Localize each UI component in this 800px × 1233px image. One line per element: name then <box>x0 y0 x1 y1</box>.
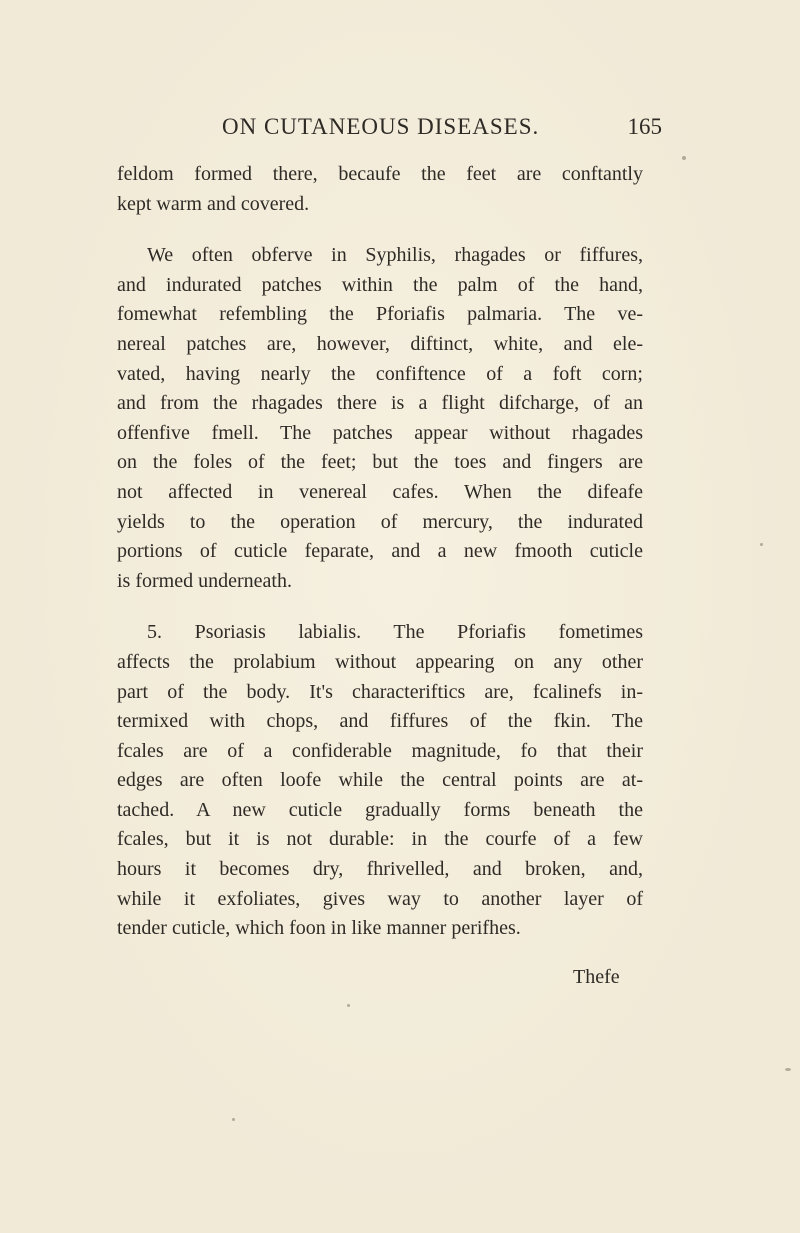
text-line: 5. Psoriasis labialis. The Pforiafis fometimes <box>147 621 643 644</box>
text-line: nereal patches are, however, diftinct, white, and ele- <box>117 332 643 355</box>
paper-speck <box>232 1118 235 1121</box>
text-line: feldom formed there, becaufe the feet are conftantly <box>117 163 643 185</box>
text-line: and from the rhagades there is a flight difcharge, of an <box>117 392 643 415</box>
text-line: while it exfoliates, gives way to another layer of <box>117 887 643 910</box>
page-number: 165 <box>627 114 662 139</box>
text-line: part of the body. It's characteriftics are, fcalinefs in- <box>117 680 643 703</box>
text-line: fomewhat refembling the Pforiafis palmaria. The ve- <box>117 303 643 326</box>
text-line: tached. A new cuticle gradually forms beneath the <box>117 798 643 821</box>
text-line: hours it becomes dry, fhrivelled, and broken, and, <box>117 858 643 881</box>
text-line: We often obferve in Syphilis, rhagades or fiffures, <box>147 244 643 267</box>
text-line: termixed with chops, and fiffures of the fkin. The <box>117 710 643 733</box>
text-line: tender cuticle, which foon in like manner perifhes. <box>117 917 521 940</box>
paper-speck <box>760 543 763 546</box>
text-line: fcales, but it is not durable: in the courfe of a few <box>117 828 643 851</box>
text-line: vated, having nearly the confiftence of a foft corn; <box>117 362 643 385</box>
text-line: and indurated patches within the palm of the hand, <box>117 273 643 296</box>
text-line: edges are often loofe while the central points are at- <box>117 769 643 792</box>
text-line: on the foles of the feet; but the toes and fingers are <box>117 451 643 474</box>
running-head: ON CUTANEOUS DISEASES. <box>222 114 540 139</box>
body-text <box>117 160 643 944</box>
text-line: offenfive fmell. The patches appear without rhagades <box>117 421 643 444</box>
text-line: not affected in venereal cafes. When the difeafe <box>117 480 643 503</box>
paper-speck <box>682 156 686 160</box>
page-header <box>222 108 662 148</box>
text-line: is formed underneath. <box>117 569 292 592</box>
text-line: fcales are of a confiderable magnitude, fo that their <box>117 739 643 762</box>
text-line: kept warm and covered. <box>117 192 310 215</box>
paragraph-syphilis <box>117 241 643 596</box>
text-line: portions of cuticle feparate, and a new fmooth cuticle <box>117 540 643 563</box>
paper-speck <box>347 1004 350 1007</box>
paragraph-psoriasis-labialis <box>117 618 643 944</box>
catchword: Thefe <box>573 966 620 988</box>
text-line: yields to the operation of mercury, the indurated <box>117 510 643 533</box>
text-line: affects the prolabium without appearing on any other <box>117 650 643 673</box>
paragraph-continuation <box>117 160 643 219</box>
paper-speck <box>785 1068 791 1071</box>
